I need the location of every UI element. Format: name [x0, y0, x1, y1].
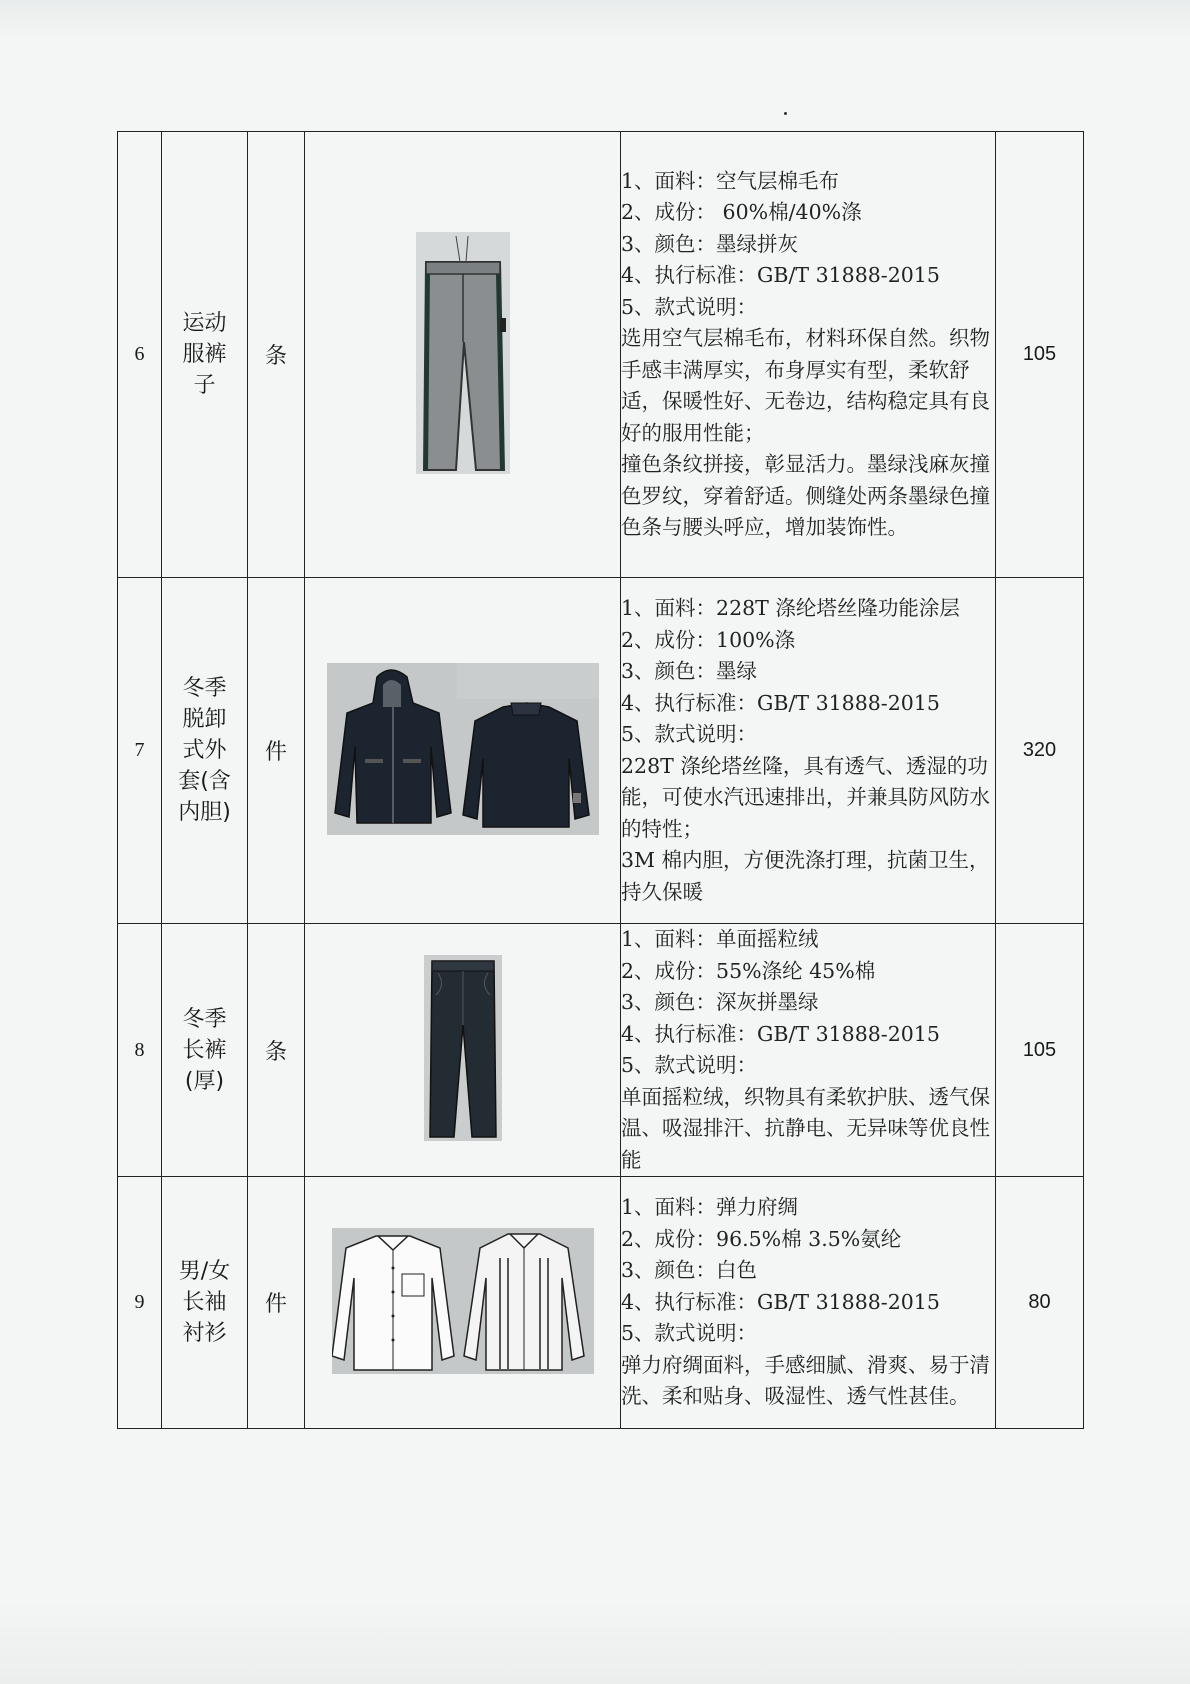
product-name: 冬季脱卸式外套(含内胆) [178, 676, 231, 825]
table-row [118, 132, 1084, 578]
spec-line: 5、款式说明： [621, 294, 758, 319]
price: 105 [996, 924, 1084, 1177]
spec-line: 弹力府绸面料，手感细腻、滑爽、易于清洗、柔和贴身、吸湿性、透气性甚佳。 [621, 1352, 990, 1409]
price: 80 [996, 1177, 1084, 1429]
row-index: 6 [118, 132, 162, 578]
row-index: 7 [118, 578, 162, 924]
table-row [118, 924, 1084, 1177]
unit: 条 [248, 132, 305, 578]
spec-line: 5、款式说明： [621, 722, 758, 746]
spec-line: 3、颜色：墨绿拼灰 [621, 231, 799, 256]
spec-line: 2、成份：96.5%棉 3.5%氨纶 [621, 1226, 902, 1251]
spec-line: 3M 棉内胆，方便洗涤打理，抗菌卫生，持久保暖 [621, 848, 990, 904]
spec-line: 撞色条纹拼接，彰显活力。墨绿浅麻灰撞色罗纹，穿着舒适。侧缝处两条墨绿色撞色条与腰头呼应，增加装饰性。 [621, 452, 990, 539]
spec-line: 1、面料：单面摇粒绒 [621, 927, 819, 951]
product-name: 男/女长袖衬衫 [178, 1259, 231, 1346]
spec-line: 4、执行标准：GB/T 31888-2015 [621, 1021, 940, 1046]
winter-jacket-sketch-icon [327, 663, 599, 835]
spec-line: 选用空气层棉毛布，材料环保自然。织物手感丰满厚实，布身厚实有型，柔软舒适，保暖性好、无卷边，结构稳定具有良好的服用性能； [621, 326, 990, 445]
price: 320 [996, 578, 1084, 924]
spec-line: 4、执行标准：GB/T 31888-2015 [621, 263, 940, 287]
product-spec-table [117, 131, 1084, 1429]
spec-line: 5、款式说明： [621, 1053, 758, 1077]
spec-line: 3、颜色：白色 [621, 1258, 758, 1283]
table-row [118, 578, 1084, 924]
sweatpants-sketch-icon [416, 232, 510, 474]
row-index: 8 [118, 924, 162, 1177]
spec-line: 2、成份： 60%棉/40%涤 [621, 200, 862, 224]
spec-line: 单面摇粒绒，织物具有柔软护肤、透气保温、吸湿排汗、抗静电、无异味等优良性能 [621, 1084, 990, 1172]
spec-line: 5、款式说明： [621, 1321, 758, 1346]
spec-description [621, 1177, 996, 1429]
unit: 条 [248, 924, 305, 1177]
spec-line: 2、成份：55%涤纶 45%棉 [621, 958, 876, 983]
spec-description [621, 132, 996, 578]
unit: 件 [248, 1177, 305, 1429]
product-name: 运动服裤子 [182, 311, 227, 398]
row-index: 9 [118, 1177, 162, 1429]
winter-trousers-sketch-icon [424, 955, 502, 1141]
spec-line: 4、执行标准：GB/T 31888-2015 [621, 1289, 940, 1314]
spec-line: 4、执行标准：GB/T 31888-2015 [621, 690, 940, 715]
price: 105 [996, 132, 1084, 578]
unit: 件 [248, 578, 305, 924]
scan-dot [784, 112, 787, 115]
spec-description [621, 924, 996, 1177]
spec-line: 3、颜色：深灰拼墨绿 [621, 990, 819, 1014]
long-sleeve-shirt-sketch-icon [332, 1228, 594, 1374]
spec-line: 228T 涤纶塔丝隆，具有透气、透湿的功能，可使水汽迅速排出，并兼具防风防水的特性； [621, 753, 990, 841]
spec-line: 2、成份：100%涤 [621, 627, 796, 652]
spec-line: 3、颜色：墨绿 [621, 659, 758, 683]
spec-line: 1、面料：空气层棉毛布 [621, 168, 840, 193]
spec-description [621, 578, 996, 924]
table-row [118, 1177, 1084, 1429]
spec-line: 1、面料：228T 涤纶塔丝隆功能涂层 [621, 596, 960, 620]
spec-line: 1、面料：弹力府绸 [621, 1195, 799, 1220]
product-name: 冬季长裤(厚) [182, 1006, 227, 1094]
